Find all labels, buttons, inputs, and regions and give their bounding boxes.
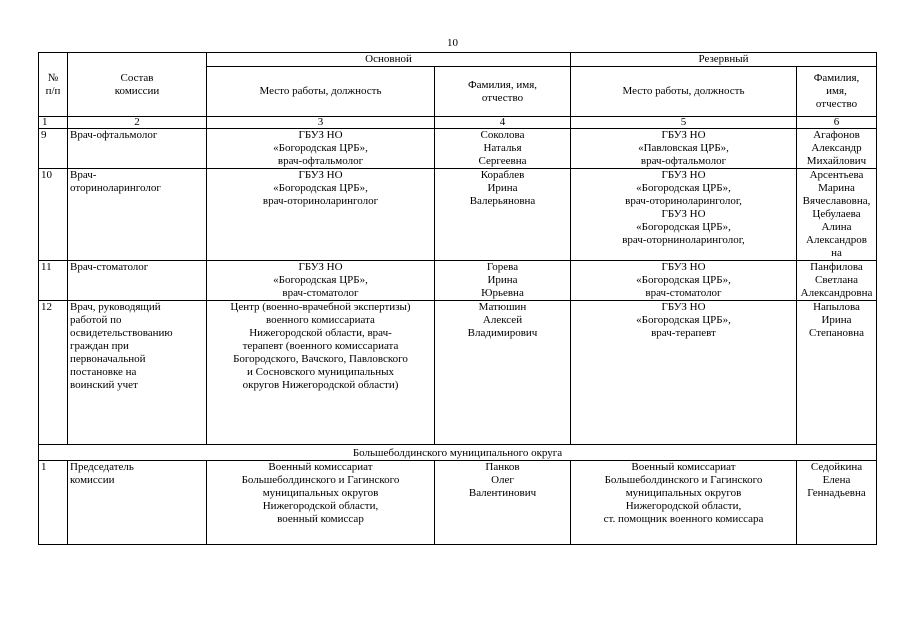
reserve-place-cell: ГБУЗ НО «Богородская ЦРБ», врач-оториноларинголог, ГБУЗ НО «Богородская ЦРБ», врач-оторниноларинголог, — [571, 169, 797, 261]
table-row — [39, 129, 877, 169]
row-num: 11 — [39, 261, 68, 301]
role-cell: Врач, руководящий работой по освидетельствованию граждан при первоначальной постановке на воинский учет — [68, 301, 207, 445]
reserve-name-cell: Напылова Ирина Степановна — [797, 301, 877, 445]
main-place-cell: ГБУЗ НО «Богородская ЦРБ», врач-стоматолог — [207, 261, 435, 301]
table-row — [39, 261, 877, 301]
page-number: 10 — [447, 37, 458, 49]
role-cell: Врач-офтальмолог — [68, 129, 207, 169]
role-cell: Врач-стоматолог — [68, 261, 207, 301]
column-numbers-row — [39, 117, 877, 129]
main-place-cell: Военный комиссариат Большеболдинского и Гагинского муниципальных округов Нижегородской области, военный комиссар — [207, 461, 435, 545]
header-composition: Состав комиссии — [68, 53, 207, 117]
reserve-place-cell: ГБУЗ НО «Богородская ЦРБ», врач-терапевт — [571, 301, 797, 445]
header-num: № п/п — [39, 53, 68, 117]
col-number: 2 — [68, 117, 207, 129]
col-number: 5 — [571, 117, 797, 129]
reserve-name-cell: Седойкина Елена Геннадьевна — [797, 461, 877, 545]
reserve-place-cell: ГБУЗ НО «Павловская ЦРБ», врач-офтальмолог — [571, 129, 797, 169]
role-cell: Председатель комиссии — [68, 461, 207, 545]
header-main-workplace: Место работы, должность — [207, 67, 435, 117]
col-number: 4 — [435, 117, 571, 129]
section-title: Большеболдинского муниципального округа — [39, 445, 877, 461]
main-place-cell: ГБУЗ НО «Богородская ЦРБ», врач-оториноларинголог — [207, 169, 435, 261]
table-row — [39, 301, 877, 445]
main-name-cell: Кораблев Ирина Валерьяновна — [435, 169, 571, 261]
row-num: 10 — [39, 169, 68, 261]
table-row — [39, 169, 877, 261]
header-reserve-group: Резервный — [571, 53, 877, 67]
reserve-place-cell: Военный комиссариат Большеболдинского и Гагинского муниципальных округов Нижегородской области, ст. помощник военного комиссара — [571, 461, 797, 545]
col-number: 1 — [39, 117, 68, 129]
row-num: 12 — [39, 301, 68, 445]
role-cell: Врач- оториноларинголог — [68, 169, 207, 261]
main-place-cell: Центр (военно-врачебной экспертизы) военного комиссариата Нижегородской области, врач- терапевт (военного комиссариата Богородского, Вачского, Павловского и Сосновского муниципальных округов Нижегородской области) — [207, 301, 435, 445]
section-row — [39, 445, 877, 461]
header-reserve-fio: Фамилия, имя, отчество — [797, 67, 877, 117]
main-name-cell: Соколова Наталья Сергеевна — [435, 129, 571, 169]
commission-table — [38, 52, 877, 545]
header-main-group: Основной — [207, 53, 571, 67]
reserve-name-cell: Агафонов Александр Михайлович — [797, 129, 877, 169]
reserve-name-cell: Панфилова Светлана Александровна — [797, 261, 877, 301]
reserve-name-cell: Арсентьева Марина Вячеславовна, Цебулаева Алина Александров на — [797, 169, 877, 261]
main-place-cell: ГБУЗ НО «Богородская ЦРБ», врач-офтальмолог — [207, 129, 435, 169]
col-number: 3 — [207, 117, 435, 129]
header-reserve-workplace: Место работы, должность — [571, 67, 797, 117]
header-main-fio: Фамилия, имя, отчество — [435, 67, 571, 117]
table-row — [39, 461, 877, 545]
row-num: 1 — [39, 461, 68, 545]
main-name-cell: Матюшин Алексей Владимирович — [435, 301, 571, 445]
main-name-cell: Панков Олег Валентинович — [435, 461, 571, 545]
col-number: 6 — [797, 117, 877, 129]
main-name-cell: Горева Ирина Юрьевна — [435, 261, 571, 301]
row-num: 9 — [39, 129, 68, 169]
reserve-place-cell: ГБУЗ НО «Богородская ЦРБ», врач-стоматолог — [571, 261, 797, 301]
